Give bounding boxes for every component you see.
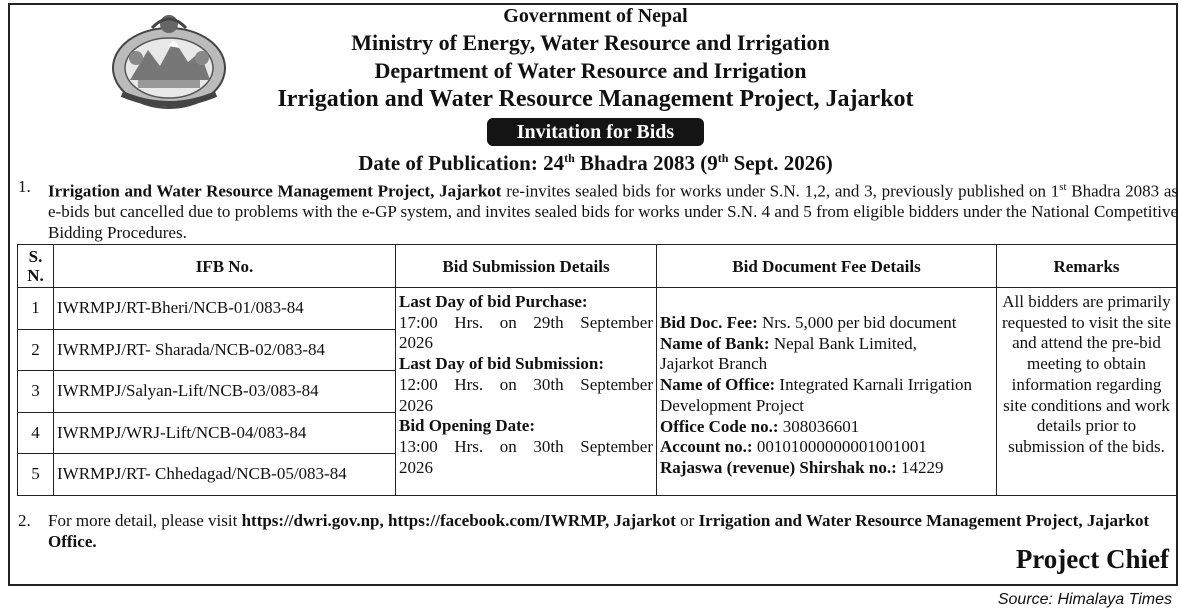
header-government: Government of Nepal (503, 5, 688, 27)
signature-title: Project Chief (1015, 544, 1169, 574)
header-ministry: Ministry of Energy, Water Resource and Irrigation (351, 30, 830, 55)
col-header-ifb: IFB No. (54, 245, 396, 288)
bids-table (17, 244, 1177, 496)
paragraph-2: 2. For more detail, please visit https://dwri.gov.np, https://facebook.com/IWRMP, Jajarkot or Irrigation and Water Resource Management Project, Jajarkot Office. (18, 511, 1150, 551)
paragraph-number: 1. (18, 177, 31, 196)
sn-cell: 3 (18, 371, 54, 413)
publication-date: Date of Publication: 24th Bhadra 2083 (9th Sept. 2026) (358, 151, 833, 175)
header-project: Irrigation and Water Resource Management Project, Jajarkot (277, 86, 914, 112)
ifb-cell: IWRMPJ/RT- Chhedagad/NCB-05/083-84 (54, 454, 396, 496)
bid-submission-details: Last Day of bid Purchase: 17:00 Hrs. on 29th September 2026 Last Day of bid Submission: 12:00 Hrs. on 30th September 2026 Bid Opening Date: 13:00 Hrs. on 30th September 2026 (396, 288, 657, 496)
col-header-submission: Bid Submission Details (396, 245, 657, 288)
col-header-fee: Bid Document Fee Details (657, 245, 997, 288)
office-name: Irrigation and Water Resource Management Project, Jajarkot Office. (48, 511, 1150, 551)
ifb-cell: IWRMPJ/Salyan-Lift/NCB-03/083-84 (54, 371, 396, 413)
ifb-cell: IWRMPJ/WRJ-Lift/NCB-04/083-84 (54, 412, 396, 454)
sn-cell: 1 (18, 288, 54, 330)
col-header-remarks: Remarks (997, 245, 1177, 288)
col-header-sn: S. N. (18, 245, 54, 288)
contact-links: https://dwri.gov.np, https://facebook.com/IWRMP, Jajarkot (241, 511, 676, 530)
paragraph-1: 1. Irrigation and Water Resource Management Project, Jajarkot re-invites sealed bids for works under S.N. 1,2, and 3, previously published on 1st Bhadra 2083 as e-bids but cancelled due to problems with the e-GP system, and invites sealed bids for works under S.N. 4 and 5 from eligible bidders under the National Competitive Bidding Procedures. (18, 177, 1178, 242)
ifb-cell: IWRMPJ/RT-Bheri/NCB-01/083-84 (54, 288, 396, 330)
invitation-badge: Invitation for Bids (487, 118, 704, 146)
paragraph-number: 2. (18, 511, 31, 530)
source-caption: Source: Himalaya Times (997, 591, 1172, 608)
project-name-bold: Irrigation and Water Resource Management Project, Jajarkot (48, 181, 502, 201)
sn-cell: 5 (18, 454, 54, 496)
bid-fee-details: Bid Doc. Fee: Nrs. 5,000 per bid document Name of Bank: Nepal Bank Limited, Jajarkot Branch Name of Office: Integrated Karnali Irrigation Development Project Office Code no.: 308036601 Account no.: 00101000000001001001 Rajaswa (revenue) Shirshak no.: 14229 (657, 288, 997, 496)
table-row (18, 288, 1177, 330)
sn-cell: 2 (18, 329, 54, 371)
sn-cell: 4 (18, 412, 54, 454)
header-department: Department of Water Resource and Irrigation (374, 58, 807, 83)
remarks-cell: All bidders are primarily requested to visit the site and attend the pre-bid meeting to obtain information regarding site conditions and work details prior to submission of the bids. (997, 288, 1177, 496)
ifb-cell: IWRMPJ/RT- Sharada/NCB-02/083-84 (54, 329, 396, 371)
